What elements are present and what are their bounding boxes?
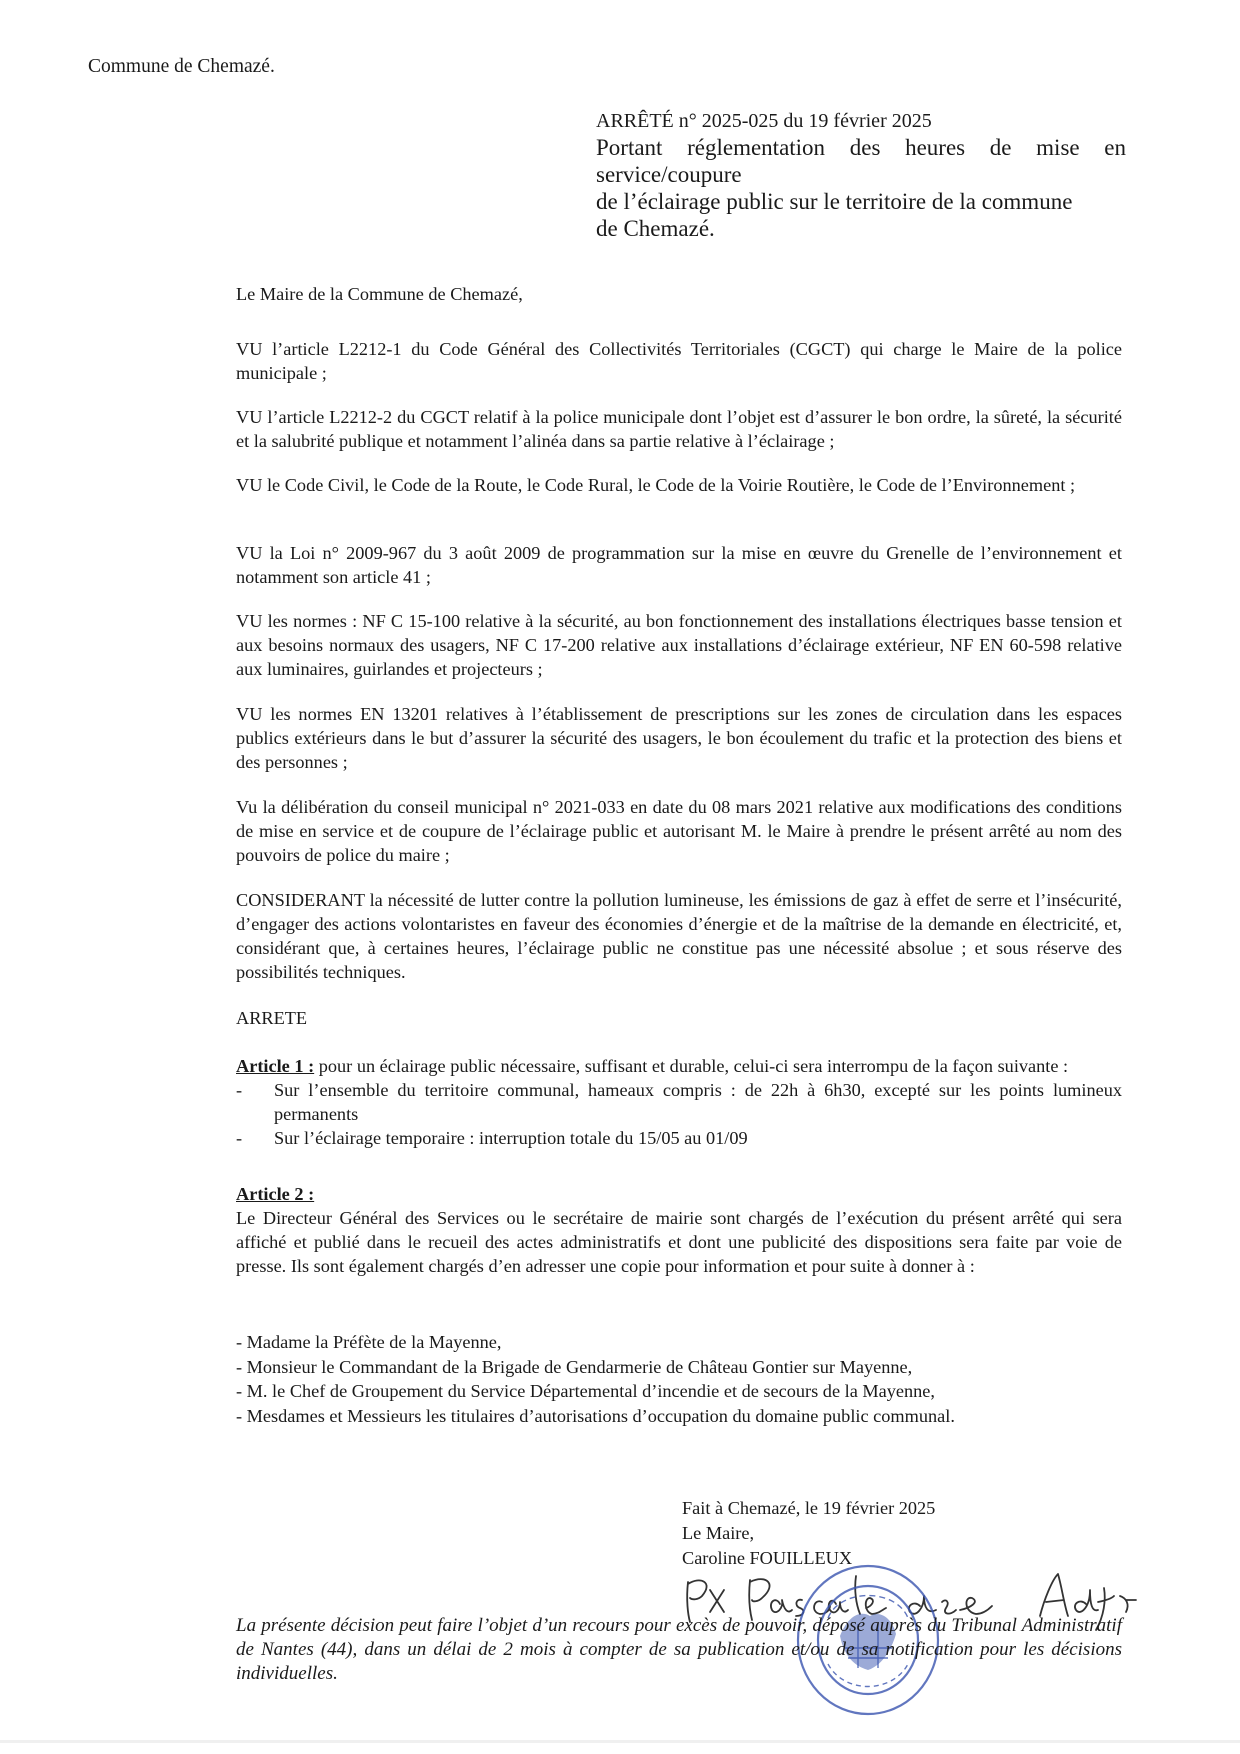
preamble-maire: Le Maire de la Commune de Chemazé, <box>236 284 523 304</box>
article-1-intro: pour un éclairage public nécessaire, suffisant et durable, celui-ci sera interrompu de la façon suivante : <box>314 1056 1069 1076</box>
article-1 <box>236 1054 1122 1150</box>
list-item: - Sur l’ensemble du territoire communal, hameaux compris : de 22h à 6h30, excepté sur les points lumineux permanents <box>236 1080 1122 1124</box>
visa-cgct-l2212-1: VU l’article L2212-1 du Code Général des Collectivités Territoriales (CGCT) qui charge le Maire de la police municipale ; <box>236 339 1122 383</box>
visa-codes: VU le Code Civil, le Code de la Route, le Code Rural, le Code de la Voirie Routière, le Code de l’Environnement ; <box>236 475 1076 495</box>
arrete-title-block <box>596 108 1126 242</box>
visa-normes-nf: VU les normes : NF C 15-100 relative à la sécurité, au bon fonctionnement des installations électriques basse tension et aux besoins normaux des usagers, NF C 17-200 relative aux installations d’éclairage extérieur, NF EN 60-598 relative aux luminaires, guirlandes et projecteurs ; <box>236 611 1122 679</box>
recipients-list <box>236 1330 1122 1428</box>
list-item: - Madame la Préfète de la Mayenne, <box>236 1332 502 1352</box>
article-2 <box>236 1182 1122 1278</box>
considerant: CONSIDERANT la nécessité de lutter contre la pollution lumineuse, les émissions de gaz à effet de serre et l’insécurité, d’engager des actions volontaristes en faveur des économies d’énergie et de la maîtrise de la demande en électricité, et, considérant que, à certaines heures, l’éclairage public ne constitue pas une nécessité absolue ; et sous réserve des possibilités techniques. <box>236 890 1122 982</box>
visa-cgct-l2212-2: VU l’article L2212-2 du CGCT relatif à la police municipale dont l’objet est d’assurer le bon ordre, la sûreté, la sécurité et la salubrité publique et notamment l’alinéa dans sa partie relative à l’éclairage ; <box>236 407 1122 451</box>
arrete-number: ARRÊTÉ n° 2025-025 du 19 février 2025 <box>596 110 932 132</box>
commune-name: Commune de Chemazé. <box>88 56 275 77</box>
signature-role: Le Maire, <box>682 1523 755 1543</box>
arrete-subject-line-3: de l’éclairage public sur le territoire de la commune <box>596 189 1073 214</box>
article-2-text: Le Directeur Général des Services ou le secrétaire de mairie sont chargés de l’exécution du présent arrêté qui sera affiché et publié dans le recueil des actes administratifs et dont une publicité des dispositions sera faite par voie de presse. Ils sont également chargés d’en adresser une copie pour information et pour suite à donner à : <box>236 1208 1122 1276</box>
list-item: - Monsieur le Commandant de la Brigade de Gendarmerie de Château Gontier sur Mayenne, <box>236 1356 913 1377</box>
arrete-subject-line-4: de Chemazé. <box>596 216 715 241</box>
legal-notice: La présente décision peut faire l’objet d’un recours pour excès de pouvoir, déposé auprès du Tribunal Administratif de Nantes (44), dans un délai de 2 mois à compter de sa publication et/ou de sa notification pour les décisions individuelles. <box>236 1615 1122 1684</box>
signature-name: Caroline FOUILLEUX <box>682 1548 853 1568</box>
list-item: - Sur l’éclairage temporaire : interruption totale du 15/05 au 01/09 <box>236 1128 748 1148</box>
list-item: - M. le Chef de Groupement du Service Départemental d’incendie et de secours de la Mayenne, <box>236 1381 935 1401</box>
visa-loi-grenelle: VU la Loi n° 2009-967 du 3 août 2009 de programmation sur la mise en œuvre du Grenelle de l’environnement et notamment son article 41 ; <box>236 543 1122 587</box>
visa-normes-en: VU les normes EN 13201 relatives à l’établissement de prescriptions sur les zones de circulation dans les espaces publics extérieurs dans le but d’assurer la sécurité des usagers, le bon écoulement du trafic et la protection des biens et des personnes ; <box>236 704 1122 772</box>
visa-deliberation: Vu la délibération du conseil municipal n° 2021-033 en date du 08 mars 2021 relative aux modifications des conditions de mise en service et de coupure de l’éclairage public et autorisant M. le Maire à prendre le présent arrêté au nom des pouvoirs de police du maire ; <box>236 797 1122 865</box>
article-2-heading: Article 2 : <box>236 1184 315 1204</box>
article-1-list <box>236 1078 1122 1150</box>
list-item: - Mesdames et Messieurs les titulaires d’autorisations d’occupation du domaine public communal. <box>236 1405 955 1426</box>
scan-edge-divider <box>0 1740 1240 1743</box>
arrete-subject-line-1: Portant réglementation des heures de mise en <box>596 135 1126 160</box>
arrete-heading: ARRETE <box>236 1008 308 1028</box>
arrete-subject-line-2: service/coupure <box>596 162 742 187</box>
article-1-heading: Article 1 : <box>236 1056 315 1076</box>
signature-place-date: Fait à Chemazé, le 19 février 2025 <box>682 1498 936 1518</box>
